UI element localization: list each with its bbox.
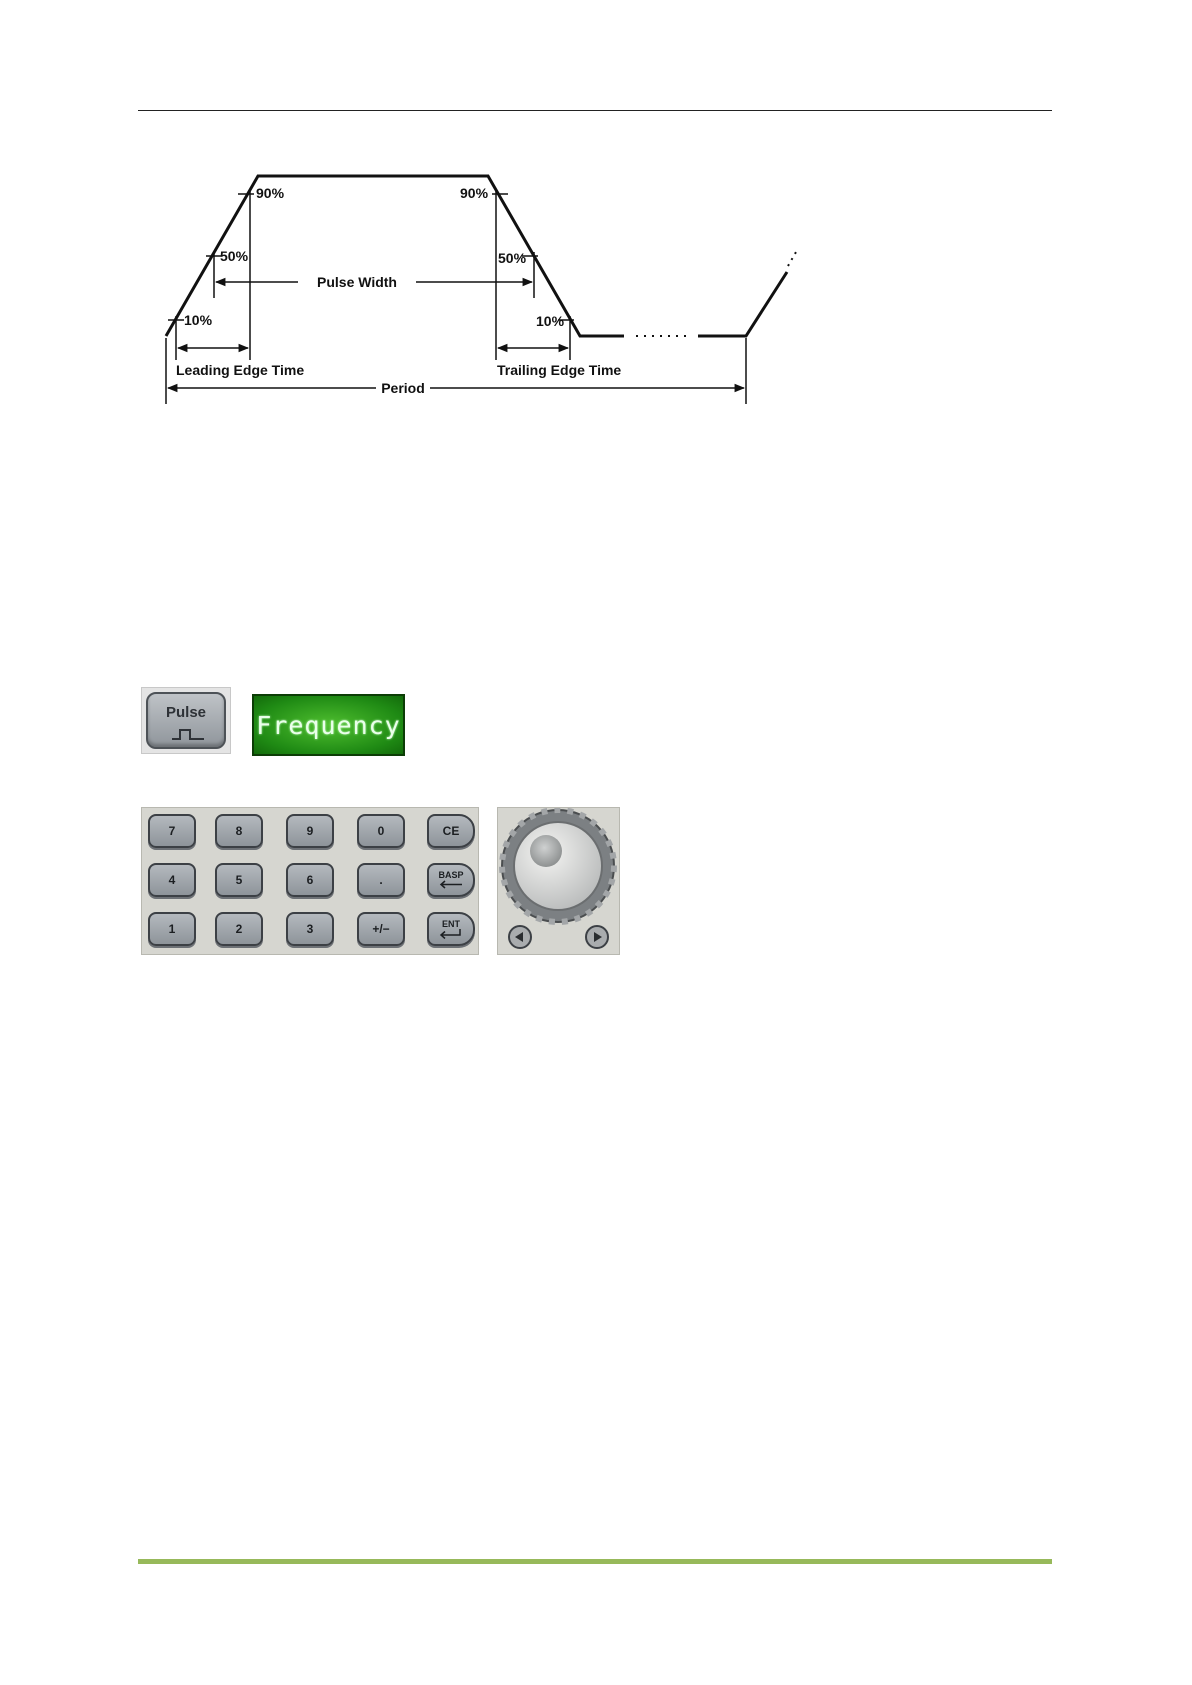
next-pulse-dots <box>788 252 796 266</box>
key-6[interactable]: 6 <box>286 863 334 897</box>
key-enter-label: ENT <box>442 918 460 929</box>
next-pulse-edge <box>698 272 787 336</box>
label-50-right: 50% <box>498 250 527 266</box>
label-90-right: 90% <box>460 185 489 201</box>
backspace-arrow-icon <box>439 880 463 889</box>
label-pulse-width: Pulse Width <box>317 274 397 290</box>
key-plus-minus[interactable]: +/− <box>357 912 405 946</box>
numeric-keypad <box>141 807 479 955</box>
arrow-left-icon[interactable] <box>509 926 531 948</box>
footer-rule <box>138 1559 1052 1564</box>
key-decimal-point[interactable]: . <box>357 863 405 897</box>
pulse-button-label: Pulse <box>165 704 207 721</box>
key-1[interactable]: 1 <box>148 912 196 946</box>
key-8[interactable]: 8 <box>215 814 263 848</box>
key-4[interactable]: 4 <box>148 863 196 897</box>
key-backspace-label: BASP <box>438 870 464 880</box>
pulse-timing-diagram <box>150 160 810 410</box>
label-trailing-edge: Trailing Edge Time <box>497 362 622 378</box>
key-enter[interactable] <box>427 912 475 946</box>
label-90-left: 90% <box>256 185 285 201</box>
key-5[interactable]: 5 <box>215 863 263 897</box>
label-50-left: 50% <box>220 248 249 264</box>
pulse-key-panel <box>141 687 231 754</box>
label-leading-edge: Leading Edge Time <box>176 362 305 378</box>
lcd-text: Frequency <box>256 710 401 740</box>
key-0[interactable]: 0 <box>357 814 405 848</box>
key-7[interactable]: 7 <box>148 814 196 848</box>
key-9[interactable]: 9 <box>286 814 334 848</box>
arrow-right-icon[interactable] <box>586 926 608 948</box>
key-ce[interactable]: CE <box>427 814 475 848</box>
enter-arrow-icon <box>439 929 463 939</box>
knob-graphic <box>498 808 619 954</box>
knob-panel <box>497 807 620 955</box>
label-period: Period <box>381 380 425 396</box>
rotary-knob-icon[interactable] <box>502 810 614 922</box>
label-10-left: 10% <box>184 312 213 328</box>
key-3[interactable]: 3 <box>286 912 334 946</box>
pulse-button[interactable] <box>146 692 226 749</box>
label-10-right: 10% <box>536 313 565 329</box>
lcd-display <box>252 694 405 756</box>
key-backspace[interactable] <box>427 863 475 897</box>
pulse-waveform-icon <box>172 728 204 740</box>
header-rule <box>138 110 1052 111</box>
key-2[interactable]: 2 <box>215 912 263 946</box>
